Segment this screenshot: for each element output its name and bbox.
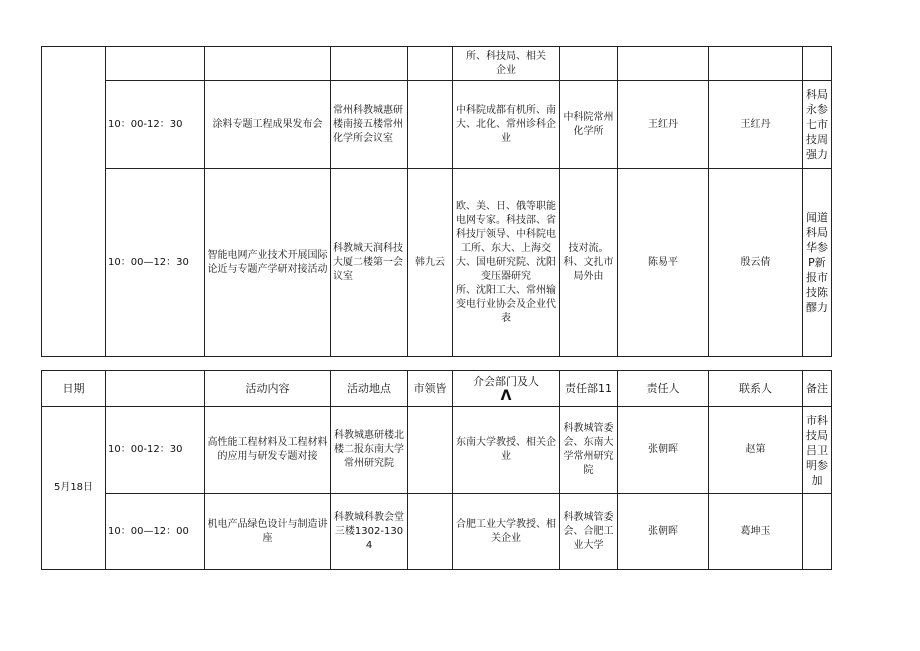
header-dept: 责任部11 <box>560 371 618 407</box>
time-cell <box>106 47 205 81</box>
header-note: 备注 <box>803 371 832 407</box>
dept-cell: 科教城管委会、合肥工业大学 <box>560 494 618 570</box>
responsible-cell: 陈易平 <box>618 169 709 357</box>
responsible-cell <box>618 47 709 81</box>
header-contact: 联系人 <box>709 371 803 407</box>
units-cell: 欧、美、日、俄等职能电网专家。科技部、省科技厅领导、中科院电工所、东大、上海交大、国电研究院、沈阳变压器研究 所、沈阳工大、常州输变电行业协会及企业代表 <box>453 169 560 357</box>
schedule-table-bottom <box>41 370 832 570</box>
dept-cell: 技对流。科、文扎市局外由 <box>560 169 618 357</box>
location-cell: 科教城科教会堂三楼1302-1304 <box>331 494 408 570</box>
responsible-cell: 张朝晖 <box>618 494 709 570</box>
units-cell: 合肥工业大学教授、相关企业 <box>453 494 560 570</box>
table-row <box>42 47 832 81</box>
header-leader: 市领皆 <box>408 371 453 407</box>
location-cell: 常州科教城惠研楼南接五楼常州化学所会议室 <box>331 81 408 169</box>
content-cell: 智能电网产业技术开展国际论近与专题产学研对接活动 <box>205 169 331 357</box>
location-cell: 科教城惠研楼北楼二报东南大学常州研究院 <box>331 407 408 494</box>
schedule-table-top <box>41 46 832 357</box>
note-cell <box>803 47 832 81</box>
location-cell: 科教城天润科技大厦二楼第一会议室 <box>331 169 408 357</box>
note-cell: 科局永参七市 技周强力 <box>803 81 832 169</box>
header-date: 日期 <box>42 371 106 407</box>
units-cell: 所、科技局、相关 企业 <box>453 47 560 81</box>
responsible-cell: 张朝晖 <box>618 407 709 494</box>
time-cell: 10：00—12：30 <box>106 169 205 357</box>
time-cell: 10：00—12：00 <box>106 494 205 570</box>
header-time <box>106 371 205 407</box>
content-cell: 机电产品绿色设计与制造讲座 <box>205 494 331 570</box>
contact-cell: 葛坤玉 <box>709 494 803 570</box>
dept-cell <box>560 47 618 81</box>
responsible-cell: 王红丹 <box>618 81 709 169</box>
leader-cell <box>408 47 453 81</box>
content-cell <box>205 47 331 81</box>
contact-cell <box>709 47 803 81</box>
table-row <box>42 169 832 357</box>
note-cell: 市科技局吕卫明参加 <box>803 407 832 494</box>
contact-cell: 赵第 <box>709 407 803 494</box>
table-header-row <box>42 371 832 407</box>
date-cell: 5月18日 <box>42 407 106 570</box>
table-row <box>42 407 832 494</box>
table-row <box>42 494 832 570</box>
dept-cell: 中科院常州化学所 <box>560 81 618 169</box>
date-cell <box>42 47 106 357</box>
header-responsible: 责任人 <box>618 371 709 407</box>
leader-cell <box>408 494 453 570</box>
contact-cell: 殷云倩 <box>709 169 803 357</box>
dept-cell: 科教城管委会、东南大学常州研究院 <box>560 407 618 494</box>
note-cell <box>803 494 832 570</box>
header-units-mark: Λ <box>500 387 512 404</box>
header-units-label: 介会部门及人 <box>473 374 539 388</box>
note-cell: 闻道科局华参P新报市技陈醪力 <box>803 169 832 357</box>
contact-cell: 王红丹 <box>709 81 803 169</box>
leader-cell <box>408 81 453 169</box>
table-row <box>42 81 832 169</box>
content-cell: 高性能工程材料及工程材料的应用与研发专题对接 <box>205 407 331 494</box>
location-cell <box>331 47 408 81</box>
header-content: 活动内容 <box>205 371 331 407</box>
units-cell: 东南大学教授、相关企业 <box>453 407 560 494</box>
time-cell: 10：00-12：30 <box>106 81 205 169</box>
time-cell: 10：00-12：30 <box>106 407 205 494</box>
leader-cell <box>408 407 453 494</box>
leader-cell: 韩九云 <box>408 169 453 357</box>
header-location: 活动地点 <box>331 371 408 407</box>
units-cell: 中科院成都有机所、南大、北化、常州诊科企业 <box>453 81 560 169</box>
content-cell: 涂料专题工程成果发布会 <box>205 81 331 169</box>
header-units <box>453 371 560 407</box>
